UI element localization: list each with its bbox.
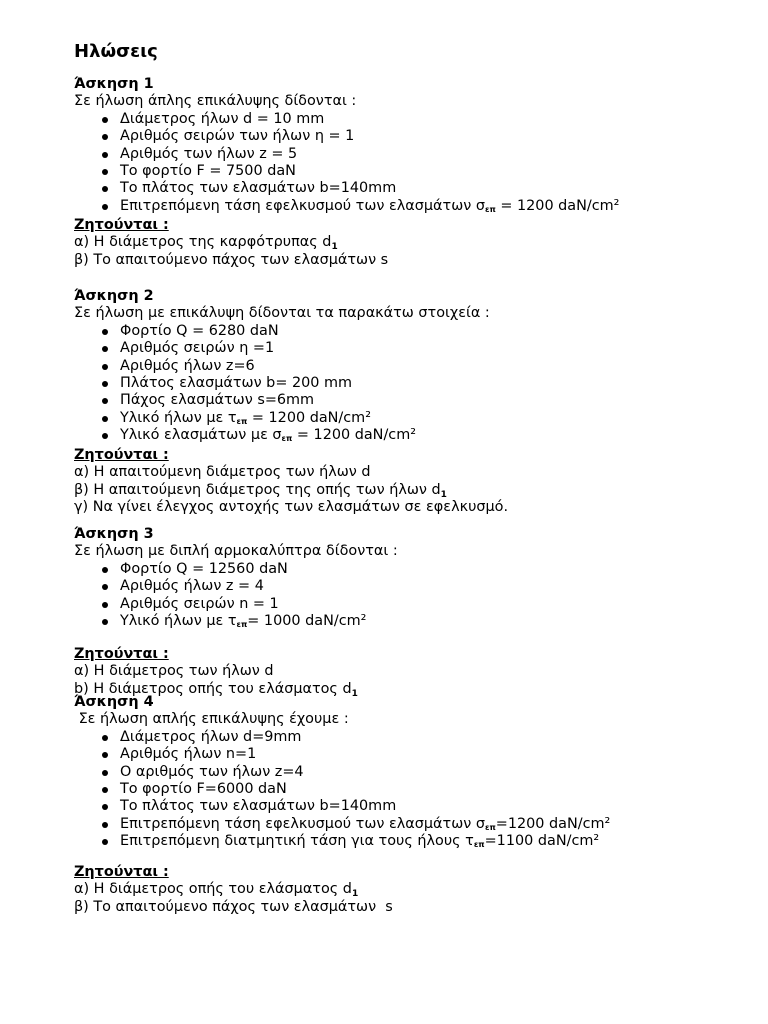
- item-text: Αριθμός σειρών των ήλων η = 1: [120, 128, 355, 145]
- exercise-2-requested: [74, 447, 694, 517]
- item-text: Πάχος ελασμάτων s=6mm: [120, 392, 315, 409]
- exercise-4: [74, 694, 694, 851]
- exercise-intro: Σε ήλωση απλής επικάλυψης έχουμε :: [74, 711, 349, 728]
- subscript: επ: [281, 434, 293, 444]
- list-item: [74, 375, 694, 392]
- item-text: Φορτίο Q = 12560 daN: [120, 560, 288, 577]
- list-item: [74, 198, 694, 215]
- item-text-after: =1200 daN/cm²: [495, 815, 611, 832]
- list-item: [74, 340, 694, 357]
- bullet-icon: [102, 169, 108, 175]
- item-text: Επιτρεπόμενη τάση εφελκυσμού των ελασμάτων σ: [120, 815, 485, 832]
- item-text: Το φορτίο F = 7500 daN: [120, 162, 296, 179]
- exercise-1: [74, 76, 694, 215]
- item-text: Αριθμός των ήλων z = 5: [120, 145, 298, 162]
- given-data-list: [74, 323, 694, 445]
- bullet-icon: [102, 822, 108, 828]
- list-item: [74, 729, 694, 746]
- exercise-2: [74, 288, 694, 445]
- exercise-intro: Σε ήλωση με επικάλυψη δίδονται τα παρακάτω στοιχεία :: [74, 305, 490, 322]
- item-text: Φορτίο Q = 6280 daN: [120, 322, 279, 339]
- item-text: Πλάτος ελασμάτων b= 200 mm: [120, 374, 353, 391]
- exercise-3-requested: [74, 646, 694, 698]
- bullet-icon: [102, 117, 108, 123]
- bullet-icon: [102, 416, 108, 422]
- requested-label: Ζητούνται :: [74, 217, 169, 233]
- subscript: 1: [351, 889, 359, 900]
- list-item: [74, 816, 694, 833]
- given-data-list: [74, 561, 694, 631]
- item-text: Αριθμός σειρών n = 1: [120, 595, 279, 612]
- list-item: [74, 163, 694, 180]
- exercise-heading: Άσκηση 4: [74, 694, 154, 710]
- item-text-after: = 1200 daN/cm²: [495, 197, 620, 214]
- list-item: [74, 427, 694, 444]
- item-text: Ο αριθμός των ήλων z=4: [120, 763, 304, 780]
- given-data-list: [74, 729, 694, 851]
- exercise-3: [74, 526, 694, 630]
- item-text: Το φορτίο F=6000 daN: [120, 780, 287, 797]
- list-item: [74, 764, 694, 781]
- requested-item: [74, 881, 694, 898]
- list-item: [74, 410, 694, 427]
- exercise-heading: Άσκηση 1: [74, 76, 154, 92]
- bullet-icon: [102, 735, 108, 741]
- item-text: Υλικό ήλων με τ: [120, 409, 237, 426]
- item-text: Αριθμός σειρών η =1: [120, 340, 275, 357]
- bullet-icon: [102, 381, 108, 387]
- list-item: [74, 578, 694, 595]
- requested-item: [74, 234, 694, 251]
- requested-item: α) Η διάμετρος των ήλων d: [74, 663, 274, 680]
- list-item: [74, 323, 694, 340]
- requested-label: Ζητούνται :: [74, 447, 169, 463]
- item-text: Το πλάτος των ελασμάτων b=140mm: [120, 798, 397, 815]
- bullet-icon: [102, 839, 108, 845]
- item-text: Διάμετρος ήλων d=9mm: [120, 728, 302, 745]
- bullet-icon: [102, 619, 108, 625]
- list-item: [74, 128, 694, 145]
- requested-text: b) Η διάμετρος οπής του ελάσματος d: [74, 680, 352, 697]
- bullet-icon: [102, 186, 108, 192]
- page-title: Ηλώσεις: [74, 41, 158, 62]
- requested-text: α) Η διάμετρος οπής του ελάσματος d: [74, 881, 352, 898]
- list-item: [74, 746, 694, 763]
- exercise-intro: Σε ήλωση άπλης επικάλυψης δίδονται :: [74, 93, 357, 110]
- bullet-icon: [102, 398, 108, 404]
- bullet-icon: [102, 346, 108, 352]
- item-text: Επιτρεπόμενη τάση εφελκυσμού των ελασμάτων σ: [120, 197, 485, 214]
- exercise-heading: Άσκηση 3: [74, 526, 154, 542]
- subscript: 1: [351, 688, 358, 699]
- item-text: Υλικό ήλων με τ: [120, 612, 237, 629]
- requested-text: β) Η απαιτούμενη διάμετρος της οπής των ήλων d: [74, 481, 441, 498]
- bullet-icon: [102, 602, 108, 608]
- bullet-icon: [102, 364, 108, 370]
- list-item: [74, 613, 694, 630]
- item-text: Αριθμός ήλων z = 4: [120, 578, 264, 595]
- bullet-icon: [102, 433, 108, 439]
- given-data-list: [74, 111, 694, 215]
- list-item: [74, 561, 694, 578]
- bullet-icon: [102, 804, 108, 810]
- requested-label: Ζητούνται :: [74, 864, 169, 880]
- list-item: [74, 781, 694, 798]
- exercise-1-requested: [74, 217, 694, 269]
- item-text: Το πλάτος των ελασμάτων b=140mm: [120, 180, 397, 197]
- bullet-icon: [102, 152, 108, 158]
- bullet-icon: [102, 770, 108, 776]
- requested-item: γ) Να γίνει έλεγχος αντοχής των ελασμάτων σε εφελκυσμό.: [74, 499, 509, 516]
- item-text: Επιτρεπόμενη διατμητική τάση για τους ήλους τ: [120, 833, 474, 850]
- subscript: 1: [440, 489, 447, 500]
- bullet-icon: [102, 787, 108, 793]
- subscript: επ: [484, 204, 496, 214]
- item-text: Αριθμός ήλων n=1: [120, 746, 257, 763]
- exercise-intro: Σε ήλωση με διπλή αρμοκαλύπτρα δίδονται :: [74, 543, 398, 560]
- exercise-4-requested: [74, 864, 694, 916]
- item-text: Υλικό ελασμάτων με σ: [120, 427, 282, 444]
- item-text: Διάμετρος ήλων d = 10 mm: [120, 110, 325, 127]
- item-text-after: = 1000 daN/cm²: [247, 612, 367, 629]
- exercise-heading: Άσκηση 2: [74, 288, 154, 304]
- subscript: 1: [331, 242, 338, 253]
- list-item: [74, 798, 694, 815]
- bullet-icon: [102, 329, 108, 335]
- bullet-icon: [102, 752, 108, 758]
- subscript: επ: [236, 416, 248, 426]
- requested-item: α) Η απαιτούμενη διάμετρος των ήλων d: [74, 464, 371, 481]
- list-item: [74, 180, 694, 197]
- item-text-after: = 1200 daN/cm²: [292, 427, 416, 444]
- list-item: [74, 392, 694, 409]
- subscript: επ: [473, 840, 485, 850]
- requested-item: β) Το απαιτούμενο πάχος των ελασμάτων s: [74, 251, 389, 268]
- list-item: [74, 146, 694, 163]
- subscript: επ: [484, 822, 496, 832]
- list-item: [74, 596, 694, 613]
- requested-item: [74, 482, 694, 499]
- requested-label: Ζητούνται :: [74, 646, 169, 662]
- list-item: [74, 111, 694, 128]
- requested-item: β) Το απαιτούμενο πάχος των ελασμάτων s: [74, 898, 393, 915]
- subscript: επ: [236, 619, 248, 629]
- bullet-icon: [102, 567, 108, 573]
- bullet-icon: [102, 134, 108, 140]
- list-item: [74, 358, 694, 375]
- item-text-after: = 1200 daN/cm²: [247, 409, 371, 426]
- item-text-after: =1100 daN/cm²: [484, 833, 600, 850]
- bullet-icon: [102, 204, 108, 210]
- requested-text: α) Η διάμετρος της καρφότρυπας d: [74, 234, 332, 251]
- list-item: [74, 833, 694, 850]
- bullet-icon: [102, 584, 108, 590]
- item-text: Αριθμός ήλων z=6: [120, 357, 255, 374]
